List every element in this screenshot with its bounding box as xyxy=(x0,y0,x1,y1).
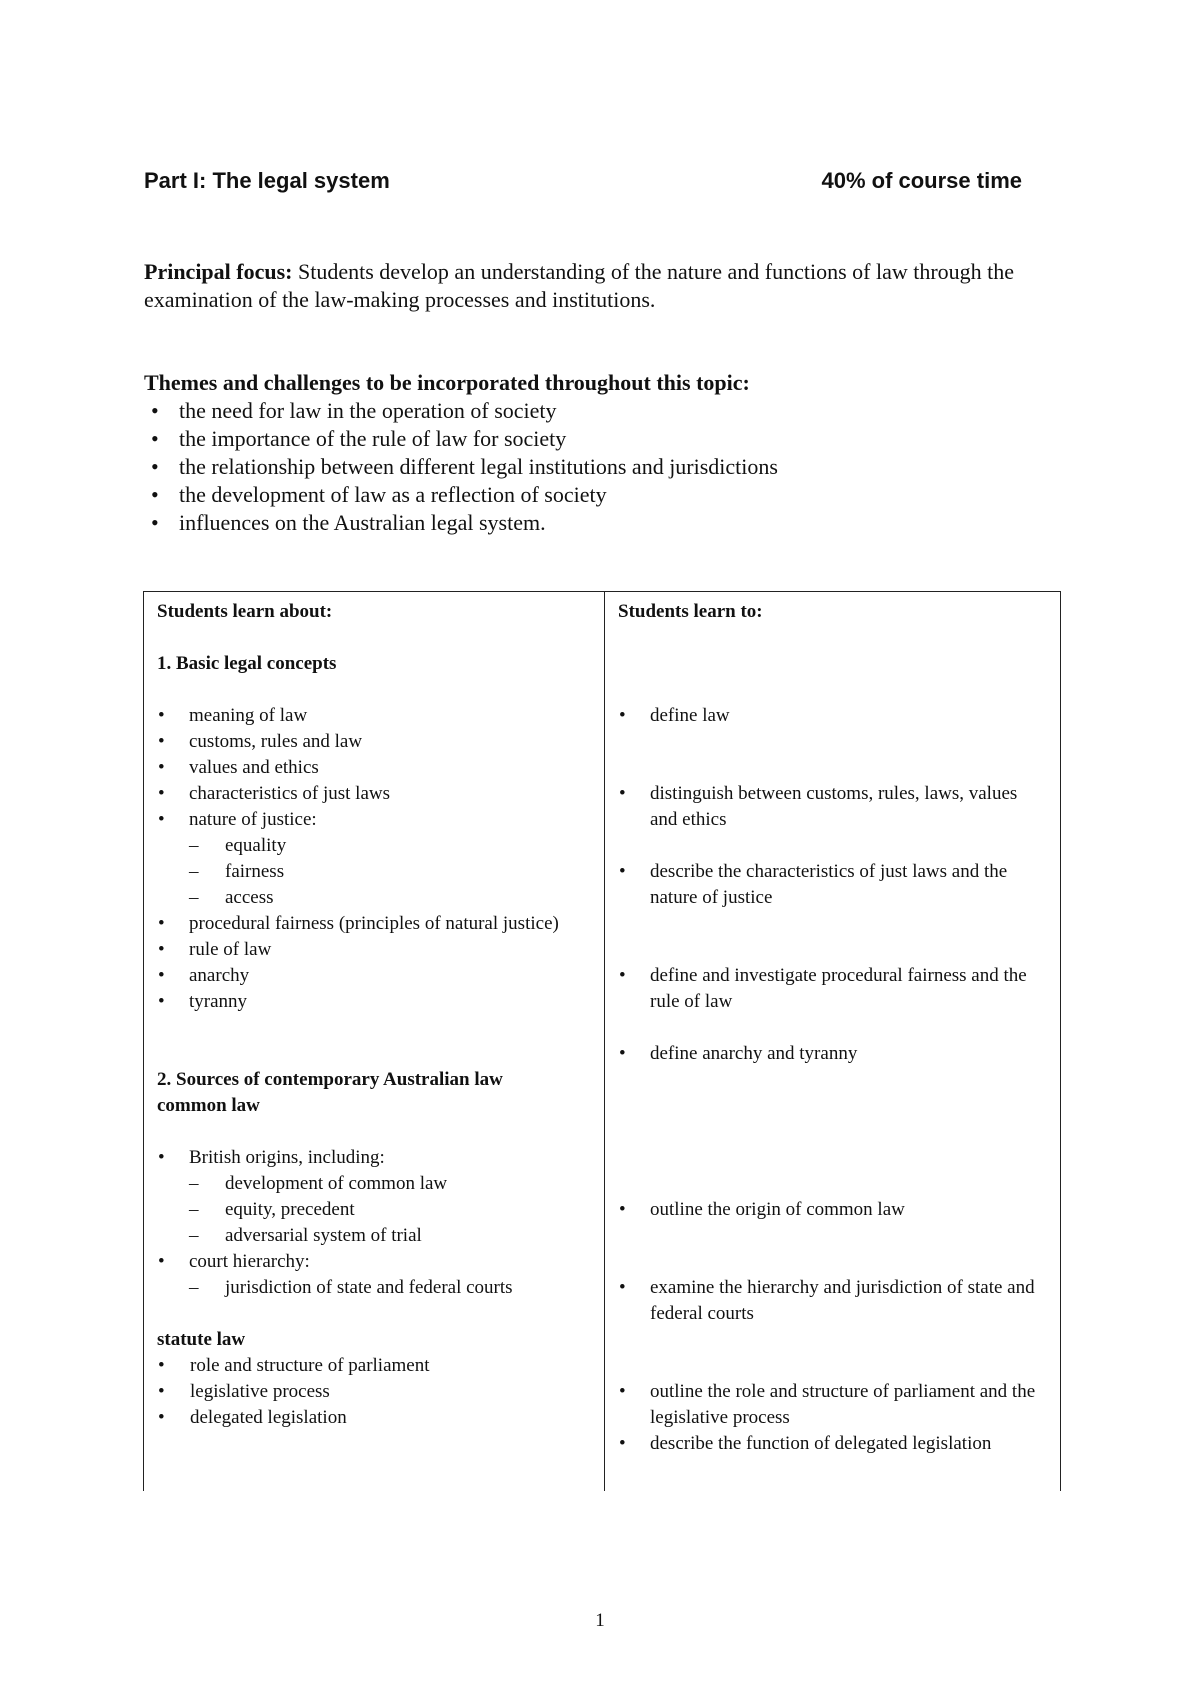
statute-about-list xyxy=(144,1353,604,1431)
syllabus-table xyxy=(143,591,1061,1491)
list-item: • the importance of the rule of law for society xyxy=(144,425,1044,453)
common-law-title: common law xyxy=(157,1095,260,1116)
list-item: – access xyxy=(189,885,590,911)
justice-sub-list xyxy=(189,833,590,911)
list-item: • describe the characteristics of just laws and the nature of justice xyxy=(605,859,1060,911)
list-item: • values and ethics xyxy=(144,755,604,781)
list-item: • the relationship between different legal institutions and jurisdictions xyxy=(144,453,1044,481)
list-item: – equity, precedent xyxy=(189,1197,590,1223)
list-item: • nature of justice: – equality – fairness – access xyxy=(144,807,604,911)
section2-title: 2. Sources of contemporary Australian law xyxy=(157,1069,503,1090)
list-item: • define law xyxy=(605,703,1060,729)
statute-law-title: statute law xyxy=(157,1329,246,1350)
list-item: • the development of law as a reflection of society xyxy=(144,481,1044,509)
section1-about-list xyxy=(144,703,604,1015)
common-law-about-list xyxy=(144,1145,604,1301)
british-sub-list xyxy=(189,1171,590,1249)
page-number: 1 xyxy=(595,1610,605,1631)
list-item: • describe the function of delegated legislation xyxy=(605,1431,1060,1457)
learn-about-column xyxy=(144,592,605,1492)
list-item: – adversarial system of trial xyxy=(189,1223,590,1249)
list-item: • British origins, including: – development of common law – equity, precedent – adversarial system of trial xyxy=(144,1145,604,1249)
list-item: • the need for law in the operation of society xyxy=(144,397,1044,425)
section1-title: 1. Basic legal concepts xyxy=(157,653,337,674)
list-item: • define anarchy and tyranny xyxy=(605,1041,1060,1067)
list-item: • influences on the Australian legal system. xyxy=(144,509,1044,537)
col1-heading: Students learn about: xyxy=(157,601,333,622)
list-item: • court hierarchy: – jurisdiction of state and federal courts xyxy=(144,1249,604,1301)
list-item: • role and structure of parliament xyxy=(144,1353,604,1379)
common-law-to-list xyxy=(605,1197,1060,1223)
list-item: • distinguish between customs, rules, laws, values and ethics xyxy=(605,781,1060,833)
page-title: Part I: The legal system xyxy=(144,168,390,193)
list-item: • define and investigate procedural fairness and the rule of law xyxy=(605,963,1060,1015)
table-row xyxy=(144,592,1061,1492)
list-item: – jurisdiction of state and federal courts xyxy=(189,1275,590,1301)
principal-focus-label: Principal focus: xyxy=(144,259,293,284)
list-item: • customs, rules and law xyxy=(144,729,604,755)
principal-focus-text: Students develop an understanding of the nature and functions of law through the examination of the law-making processes and institutions. xyxy=(144,259,1015,312)
learn-to-column xyxy=(605,592,1061,1492)
col2-heading: Students learn to: xyxy=(618,601,763,622)
list-item: • rule of law xyxy=(144,937,604,963)
section1-to-list xyxy=(605,703,1060,729)
list-item: • outline the origin of common law xyxy=(605,1197,1060,1223)
list-item: • examine the hierarchy and jurisdiction of state and federal courts xyxy=(605,1275,1060,1327)
list-item: • tyranny xyxy=(144,989,604,1015)
list-item: • meaning of law xyxy=(144,703,604,729)
list-item: • characteristics of just laws xyxy=(144,781,604,807)
themes-section xyxy=(144,369,1044,537)
principal-focus xyxy=(144,258,1024,314)
statute-to-list xyxy=(605,1379,1060,1457)
court-sub-list xyxy=(189,1275,590,1301)
list-item: – development of common law xyxy=(189,1171,590,1197)
list-item: • delegated legislation xyxy=(144,1405,604,1431)
list-item: • procedural fairness (principles of natural justice) xyxy=(144,911,604,937)
list-item: • anarchy xyxy=(144,963,604,989)
list-item: – equality xyxy=(189,833,590,859)
list-item: • outline the role and structure of parliament and the legislative process xyxy=(605,1379,1060,1431)
list-item: • legislative process xyxy=(144,1379,604,1405)
themes-list xyxy=(144,397,1044,537)
course-time: 40% of course time xyxy=(821,168,1022,193)
list-item: – fairness xyxy=(189,859,590,885)
themes-title: Themes and challenges to be incorporated throughout this topic: xyxy=(144,370,750,395)
